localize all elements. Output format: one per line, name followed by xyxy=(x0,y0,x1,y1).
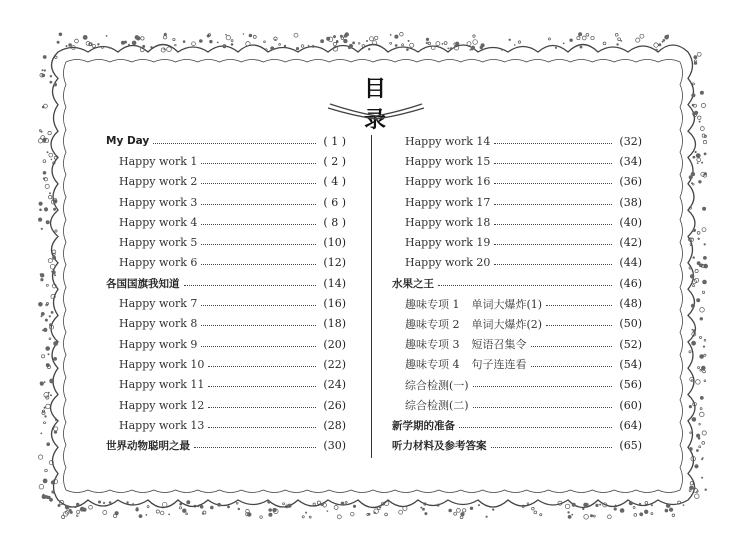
toc-page-number: (36) xyxy=(619,175,642,189)
toc-entry-label: Happy work 12 xyxy=(119,398,205,412)
dot-leader xyxy=(546,305,612,306)
toc-entry[interactable] xyxy=(106,172,346,192)
toc-entry[interactable] xyxy=(392,293,642,313)
dot-leader xyxy=(473,386,612,387)
toc-page-number: (24) xyxy=(323,378,346,392)
toc-page-number: (60) xyxy=(619,398,642,412)
toc-entry[interactable] xyxy=(106,395,346,415)
toc-entry-label: 趣味专项 2 单词大爆炸(2) xyxy=(405,317,543,331)
toc-entry[interactable] xyxy=(106,375,346,395)
toc-page-number: (50) xyxy=(619,317,642,331)
toc-page-number: (52) xyxy=(619,337,642,351)
toc-entry[interactable] xyxy=(392,192,642,212)
toc-page-number: (44) xyxy=(619,256,642,270)
toc-heading: 目录 xyxy=(363,77,402,133)
dot-leader xyxy=(184,285,317,286)
dot-leader xyxy=(153,143,316,144)
toc-entry[interactable] xyxy=(392,172,642,192)
dot-leader xyxy=(201,224,316,225)
toc-page-number: ( 8 ) xyxy=(323,215,346,229)
toc-page-number: (48) xyxy=(619,297,642,311)
dot-leader xyxy=(473,407,612,408)
toc-page-number: (46) xyxy=(619,276,642,290)
dot-leader xyxy=(208,427,316,428)
dot-leader xyxy=(459,427,612,428)
dot-leader xyxy=(494,143,612,144)
dot-leader xyxy=(531,366,613,367)
toc-entry-label: Happy work 13 xyxy=(119,418,205,432)
toc-entry-label: Happy work 15 xyxy=(405,154,491,168)
dot-leader xyxy=(201,163,316,164)
toc-entry-label: 趣味专项 4 句子连连看 xyxy=(405,358,527,372)
toc-entry-label: Happy work 7 xyxy=(119,297,198,311)
dot-leader xyxy=(208,386,316,387)
toc-entry-subtitle: 句子连连看 xyxy=(471,358,527,372)
toc-page-number: ( 2 ) xyxy=(323,154,346,168)
dot-leader xyxy=(201,183,316,184)
toc-entry-label: Happy work 17 xyxy=(405,195,491,209)
toc-page-number: ( 6 ) xyxy=(323,195,346,209)
toc-entry[interactable] xyxy=(106,232,346,252)
toc-page-number: ( 1 ) xyxy=(323,134,346,148)
toc-entry-label: Happy work 8 xyxy=(119,317,198,331)
toc-entry-label: Happy work 1 xyxy=(119,154,198,168)
toc-entry[interactable] xyxy=(392,395,642,415)
toc-entry-label: 听力材料及参考答案 xyxy=(392,440,487,453)
toc-entry-label: Happy work 16 xyxy=(405,175,491,189)
toc-entry[interactable] xyxy=(106,293,346,313)
dot-leader xyxy=(201,264,316,265)
toc-entry[interactable] xyxy=(392,354,642,374)
toc-entry[interactable] xyxy=(106,192,346,212)
dot-leader xyxy=(201,244,316,245)
toc-entry[interactable] xyxy=(392,273,642,293)
toc-page-number: (16) xyxy=(323,297,346,311)
dot-leader xyxy=(201,305,316,306)
toc-entry-label: 综合检测(二) xyxy=(405,399,469,412)
toc-page-number: (56) xyxy=(619,378,642,392)
toc-entry-label: 综合检测(一) xyxy=(405,378,469,392)
toc-page-number: (20) xyxy=(323,337,346,351)
toc-page-number: (18) xyxy=(323,317,346,331)
toc-entry-label: Happy work 2 xyxy=(119,175,198,189)
toc-page-number: (12) xyxy=(323,256,346,270)
toc-entry[interactable] xyxy=(106,334,346,354)
toc-entry-label: 新学期的准备 xyxy=(392,419,455,432)
dot-leader xyxy=(494,183,612,184)
toc-page-number: (10) xyxy=(323,236,346,250)
toc-entry-subtitle: 短语召集令 xyxy=(471,338,527,352)
toc-entry-label: Happy work 3 xyxy=(119,195,198,209)
toc-page-number: (64) xyxy=(619,418,642,432)
toc-entry[interactable] xyxy=(392,151,642,171)
toc-entry[interactable] xyxy=(106,253,346,273)
toc-page-number: (65) xyxy=(619,439,642,453)
dot-leader xyxy=(208,407,316,408)
toc-page-number: (32) xyxy=(619,134,642,148)
toc-page-number: (40) xyxy=(619,215,642,229)
toc-entry-subtitle: 单词大爆炸(1) xyxy=(471,297,543,311)
toc-entry[interactable] xyxy=(392,375,642,395)
toc-entry-label: Happy work 6 xyxy=(119,256,198,270)
toc-page-number: (38) xyxy=(619,195,642,209)
toc-entry-label: Happy work 9 xyxy=(119,337,198,351)
toc-entry[interactable] xyxy=(106,415,346,435)
toc-entry[interactable] xyxy=(392,435,642,455)
toc-page-number: (28) xyxy=(323,418,346,432)
toc-page-number: (42) xyxy=(619,236,642,250)
dot-leader xyxy=(546,325,612,326)
toc-entry[interactable] xyxy=(392,314,642,334)
toc-entry-label: Happy work 4 xyxy=(119,215,198,229)
dot-leader xyxy=(201,325,316,326)
toc-page-number: (14) xyxy=(323,276,346,290)
toc-entry-label: 趣味专项 3 短语召集令 xyxy=(405,338,527,352)
dot-leader xyxy=(438,285,612,286)
dot-leader xyxy=(494,244,612,245)
dot-leader xyxy=(494,204,612,205)
dot-leader xyxy=(531,346,613,347)
toc-entry-label: 趣味专项 1 单词大爆炸(1) xyxy=(405,297,543,311)
toc-entry[interactable] xyxy=(106,151,346,171)
toc-page-number: (54) xyxy=(619,357,642,371)
toc-entry[interactable] xyxy=(392,131,642,151)
toc-page-number: (26) xyxy=(323,398,346,412)
open-book-icon xyxy=(326,100,426,120)
toc-entry-label: 世界动物聪明之最 xyxy=(106,440,190,453)
toc-entry-label: Happy work 19 xyxy=(405,236,491,250)
toc-entry[interactable] xyxy=(392,415,642,435)
dot-leader xyxy=(201,346,316,347)
toc-entry-label: Happy work 10 xyxy=(119,357,205,371)
toc-entry[interactable] xyxy=(106,354,346,374)
toc-entry[interactable] xyxy=(106,131,346,151)
toc-entry[interactable] xyxy=(392,253,642,273)
toc-left-column xyxy=(106,131,346,456)
toc-entry-label: My Day xyxy=(106,135,150,148)
toc-entry[interactable] xyxy=(106,435,346,455)
toc-entry-label: Happy work 11 xyxy=(119,378,205,392)
toc-right-column xyxy=(392,131,642,456)
toc-entry-label: Happy work 5 xyxy=(119,236,198,250)
dot-leader xyxy=(194,447,316,448)
toc-entry[interactable] xyxy=(106,212,346,232)
toc-entry-label: Happy work 18 xyxy=(405,215,491,229)
toc-entry-subtitle: 单词大爆炸(2) xyxy=(471,317,543,331)
toc-entry-label: Happy work 14 xyxy=(405,134,491,148)
toc-entry[interactable] xyxy=(392,212,642,232)
toc-entry[interactable] xyxy=(106,314,346,334)
dot-leader xyxy=(494,163,612,164)
dot-leader xyxy=(208,366,316,367)
toc-entry-label: 各国国旗我知道 xyxy=(106,277,180,290)
toc-entry[interactable] xyxy=(392,232,642,252)
dot-leader xyxy=(201,204,316,205)
toc-entry[interactable] xyxy=(392,334,642,354)
dot-leader xyxy=(491,447,613,448)
toc-entry-label: Happy work 20 xyxy=(405,256,491,270)
dot-leader xyxy=(494,224,612,225)
toc-entry-label: 水果之王 xyxy=(392,277,434,290)
toc-page-number: ( 4 ) xyxy=(323,175,346,189)
toc-page-number: (22) xyxy=(323,357,346,371)
toc-entry[interactable] xyxy=(106,273,346,293)
dot-leader xyxy=(494,264,612,265)
toc-page-number: (34) xyxy=(619,154,642,168)
column-divider xyxy=(371,135,372,458)
toc-page-number: (30) xyxy=(323,439,346,453)
